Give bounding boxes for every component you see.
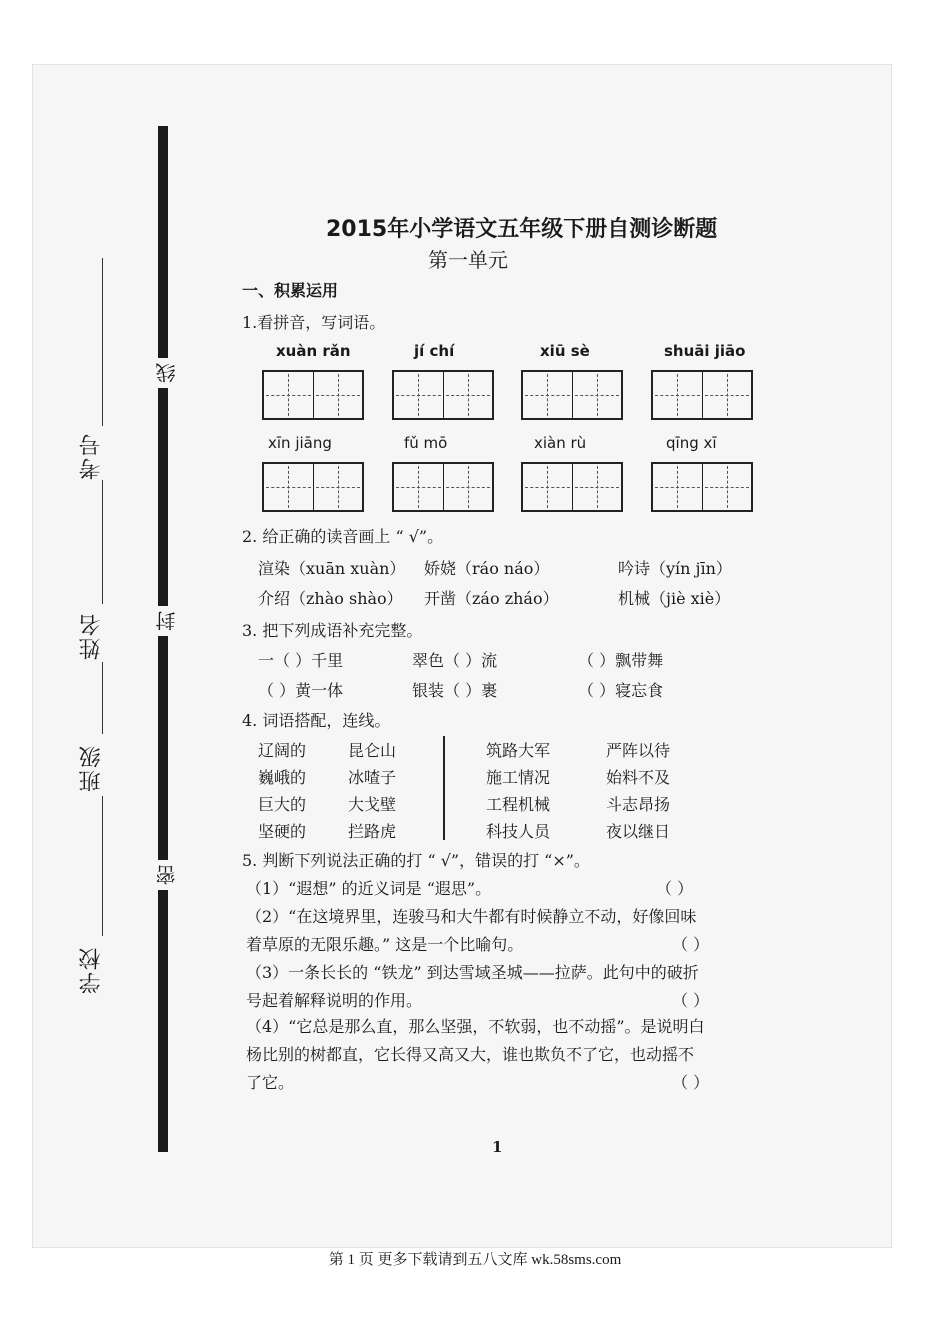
q2-item-6[interactable]: 机械（jiè xiè） xyxy=(618,589,731,608)
q5-label: 5. 判断下列说法正确的打 “ √”，错误的打 “×”。 xyxy=(242,851,590,870)
q5-item-2-line2: 着草原的无限乐趣。” 这是一个比喻句。 xyxy=(246,935,524,954)
school-label: 学校 xyxy=(79,946,104,994)
q2-item-2[interactable]: 娇娆（ráo náo） xyxy=(424,559,550,578)
pinyin-1: xuàn rǎn xyxy=(276,342,351,360)
footer-download-note: 第 1 页 更多下载请到五八文库 wk.58sms.com xyxy=(328,1252,622,1268)
q4-left-b-2[interactable]: 冰喳子 xyxy=(348,768,397,787)
seal-char-feng: 封 xyxy=(152,606,174,636)
class-label: 班级 xyxy=(79,744,104,792)
q5-answer-4[interactable]: （ ） xyxy=(672,1073,710,1092)
q1-label: 1.看拼音，写词语。 xyxy=(242,313,386,332)
q4-right-a-2[interactable]: 施工情况 xyxy=(486,768,551,787)
q3-label: 3. 把下列成语补充完整。 xyxy=(242,621,423,640)
q2-label: 2. 给正确的读音画上 “ √”。 xyxy=(242,527,444,546)
section-heading: 一、积累运用 xyxy=(242,281,339,300)
tian-grid-8[interactable] xyxy=(651,462,753,512)
q3-idiom-2[interactable]: 翠色（ ）流 xyxy=(412,651,498,670)
tian-grid-2[interactable] xyxy=(392,370,494,420)
q5-item-3-line1: （3）一条长长的 “铁龙” 到达雪域圣城——拉萨。此句中的破折 xyxy=(246,963,699,982)
pinyin-8: qīng xī xyxy=(666,434,717,452)
q3-idiom-4[interactable]: （ ）黄一体 xyxy=(258,681,344,700)
q2-item-1[interactable]: 渲染（xuān xuàn） xyxy=(258,559,406,578)
seal-line xyxy=(158,126,168,1152)
q4-left-a-3[interactable]: 巨大的 xyxy=(258,795,307,814)
pinyin-4: shuāi jiāo xyxy=(664,342,746,360)
name-blank[interactable] xyxy=(102,480,103,604)
q4-left-b-1[interactable]: 昆仑山 xyxy=(348,741,397,760)
q4-right-b-1[interactable]: 严阵以待 xyxy=(606,741,671,760)
name-label: 姓名 xyxy=(79,612,104,660)
q3-idiom-5[interactable]: 银装（ ）裹 xyxy=(412,681,498,700)
seal-char-mi: 密 xyxy=(152,860,174,890)
exam-number-label: 考号 xyxy=(79,432,104,480)
tian-grid-5[interactable] xyxy=(262,462,364,512)
pinyin-5: xīn jiāng xyxy=(268,434,332,452)
exam-title: 2015年小学语文五年级下册自测诊断题 xyxy=(326,217,718,242)
tian-grid-7[interactable] xyxy=(521,462,623,512)
pinyin-2: jí chí xyxy=(414,342,455,360)
q2-item-5[interactable]: 开凿（záo zháo） xyxy=(424,589,559,608)
tian-grid-4[interactable] xyxy=(651,370,753,420)
q4-right-b-4[interactable]: 夜以继日 xyxy=(606,822,671,841)
q5-item-1: （1）“遐想” 的近义词是 “遐思”。 xyxy=(246,879,492,898)
q4-divider xyxy=(443,736,445,840)
seal-char-xian: 线 xyxy=(152,358,174,388)
q5-item-4-line1: （4）“它总是那么直，那么坚强，不软弱，也不动摇”。是说明白 xyxy=(246,1017,705,1036)
q3-idiom-6[interactable]: （ ）寝忘食 xyxy=(578,681,664,700)
q4-left-a-2[interactable]: 巍峨的 xyxy=(258,768,307,787)
unit-title: 第一单元 xyxy=(428,248,508,272)
school-blank[interactable] xyxy=(102,796,103,936)
q4-left-a-1[interactable]: 辽阔的 xyxy=(258,741,307,760)
q4-left-a-4[interactable]: 坚硬的 xyxy=(258,822,307,841)
class-blank[interactable] xyxy=(102,662,103,734)
pinyin-7: xiàn rù xyxy=(534,434,587,452)
q4-left-b-3[interactable]: 大戈壁 xyxy=(348,795,397,814)
q5-answer-3[interactable]: （ ） xyxy=(672,991,710,1010)
q5-item-3-line2: 号起着解释说明的作用。 xyxy=(246,991,423,1010)
q3-idiom-3[interactable]: （ ）飘带舞 xyxy=(578,651,664,670)
q3-idiom-1[interactable]: 一（ ）千里 xyxy=(258,651,344,670)
exam-number-blank[interactable] xyxy=(102,258,103,426)
pinyin-3: xiū sè xyxy=(540,342,590,360)
q4-left-b-4[interactable]: 拦路虎 xyxy=(348,822,397,841)
tian-grid-1[interactable] xyxy=(262,370,364,420)
pinyin-6: fǔ mō xyxy=(404,434,448,452)
q2-item-3[interactable]: 吟诗（yín jīn） xyxy=(618,559,732,578)
q4-right-a-1[interactable]: 筑路大军 xyxy=(486,741,551,760)
q4-right-a-3[interactable]: 工程机械 xyxy=(486,795,551,814)
q4-label: 4. 词语搭配，连线。 xyxy=(242,711,391,730)
q5-item-4-line2: 杨比别的树都直，它长得又高又大，谁也欺负不了它，也动摇不 xyxy=(246,1045,695,1064)
tian-grid-6[interactable] xyxy=(392,462,494,512)
q2-item-4[interactable]: 介绍（zhào shào） xyxy=(258,589,403,608)
q5-answer-2[interactable]: （ ） xyxy=(672,935,710,954)
page-number: 1 xyxy=(492,1138,503,1156)
q5-item-2-line1: （2）“在这境界里，连骏马和大牛都有时候静立不动，好像回味 xyxy=(246,907,697,926)
q4-right-b-2[interactable]: 始料不及 xyxy=(606,768,671,787)
q5-answer-1[interactable]: （ ） xyxy=(656,879,694,898)
tian-grid-3[interactable] xyxy=(521,370,623,420)
q5-item-4-line3: 了它。 xyxy=(246,1073,295,1092)
q4-right-a-4[interactable]: 科技人员 xyxy=(486,822,551,841)
q4-right-b-3[interactable]: 斗志昂扬 xyxy=(606,795,671,814)
